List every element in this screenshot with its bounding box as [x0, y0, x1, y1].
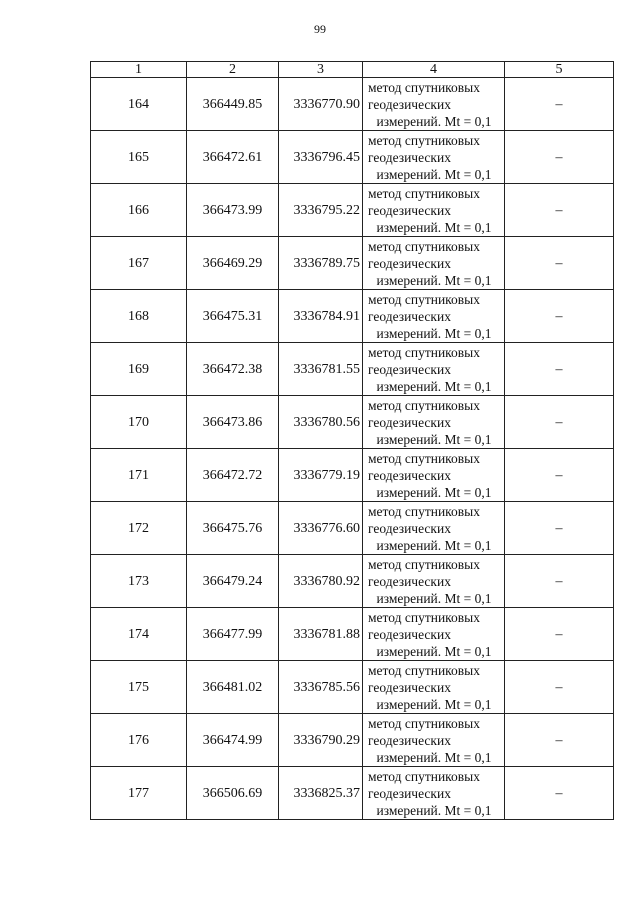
method-line: метод спутниковых [368, 397, 480, 413]
note-cell: – [505, 555, 614, 608]
table-row [91, 78, 614, 131]
method-line: измерений. Mt = 0,1 [376, 325, 492, 341]
method-line: метод спутниковых [368, 503, 480, 519]
page-number: 99 [314, 22, 326, 36]
method-line: измерений. Mt = 0,1 [376, 166, 492, 182]
method-line: метод спутниковых [368, 556, 480, 572]
method-line: метод спутниковых [368, 291, 480, 307]
table-row [91, 131, 614, 184]
note-cell: – [505, 343, 614, 396]
point-number-cell: 164 [91, 78, 187, 131]
table-row [91, 555, 614, 608]
method-cell [363, 131, 505, 184]
method-line: геодезических [368, 96, 451, 112]
method-line: геодезических [368, 361, 451, 377]
x-coordinate-cell: 366473.86 [187, 396, 279, 449]
method-cell [363, 184, 505, 237]
x-coordinate-cell: 366472.72 [187, 449, 279, 502]
y-coordinate-cell: 3336784.91 [279, 290, 363, 343]
method-line: метод спутниковых [368, 768, 480, 784]
method-line: геодезических [368, 467, 451, 483]
method-line: геодезических [368, 679, 451, 695]
method-cell [363, 343, 505, 396]
point-number-cell: 173 [91, 555, 187, 608]
table-row [91, 767, 614, 820]
method-line: метод спутниковых [368, 79, 480, 95]
method-line: измерений. Mt = 0,1 [376, 484, 492, 500]
method-cell [363, 290, 505, 343]
table-row [91, 184, 614, 237]
method-line: измерений. Mt = 0,1 [376, 378, 492, 394]
x-coordinate-cell: 366475.31 [187, 290, 279, 343]
method-line: измерений. Mt = 0,1 [376, 113, 492, 129]
note-cell: – [505, 290, 614, 343]
method-line: измерений. Mt = 0,1 [376, 749, 492, 765]
method-line: геодезических [368, 255, 451, 271]
note-cell: – [505, 661, 614, 714]
x-coordinate-cell: 366479.24 [187, 555, 279, 608]
method-line: измерений. Mt = 0,1 [376, 643, 492, 659]
y-coordinate-cell: 3336780.92 [279, 555, 363, 608]
x-coordinate-cell: 366481.02 [187, 661, 279, 714]
note-cell: – [505, 608, 614, 661]
method-line: геодезических [368, 149, 451, 165]
y-coordinate-cell: 3336795.22 [279, 184, 363, 237]
table-row [91, 608, 614, 661]
method-line: метод спутниковых [368, 715, 480, 731]
method-line: метод спутниковых [368, 450, 480, 466]
y-coordinate-cell: 3336779.19 [279, 449, 363, 502]
table-row [91, 290, 614, 343]
y-coordinate-cell: 3336776.60 [279, 502, 363, 555]
note-cell: – [505, 767, 614, 820]
coordinates-table [90, 61, 614, 820]
table-header-row [91, 62, 614, 78]
column-header-4: 4 [363, 62, 505, 78]
y-coordinate-cell: 3336781.55 [279, 343, 363, 396]
x-coordinate-cell: 366475.76 [187, 502, 279, 555]
x-coordinate-cell: 366449.85 [187, 78, 279, 131]
table-row [91, 343, 614, 396]
x-coordinate-cell: 366473.99 [187, 184, 279, 237]
y-coordinate-cell: 3336781.88 [279, 608, 363, 661]
method-line: измерений. Mt = 0,1 [376, 431, 492, 447]
point-number-cell: 177 [91, 767, 187, 820]
x-coordinate-cell: 366472.38 [187, 343, 279, 396]
method-line: метод спутниковых [368, 132, 480, 148]
method-line: измерений. Mt = 0,1 [376, 696, 492, 712]
method-line: геодезических [368, 732, 451, 748]
method-cell [363, 78, 505, 131]
y-coordinate-cell: 3336780.56 [279, 396, 363, 449]
y-coordinate-cell: 3336796.45 [279, 131, 363, 184]
method-line: измерений. Mt = 0,1 [376, 537, 492, 553]
method-line: геодезических [368, 308, 451, 324]
y-coordinate-cell: 3336770.90 [279, 78, 363, 131]
point-number-cell: 176 [91, 714, 187, 767]
x-coordinate-cell: 366474.99 [187, 714, 279, 767]
note-cell: – [505, 237, 614, 290]
method-cell [363, 714, 505, 767]
point-number-cell: 168 [91, 290, 187, 343]
method-line: измерений. Mt = 0,1 [376, 219, 492, 235]
point-number-cell: 174 [91, 608, 187, 661]
table-row [91, 449, 614, 502]
point-number-cell: 170 [91, 396, 187, 449]
y-coordinate-cell: 3336785.56 [279, 661, 363, 714]
method-cell [363, 449, 505, 502]
x-coordinate-cell: 366506.69 [187, 767, 279, 820]
table-row [91, 396, 614, 449]
y-coordinate-cell: 3336825.37 [279, 767, 363, 820]
point-number-cell: 165 [91, 131, 187, 184]
point-number-cell: 172 [91, 502, 187, 555]
point-number-cell: 166 [91, 184, 187, 237]
method-cell [363, 502, 505, 555]
column-header-2: 2 [187, 62, 279, 78]
method-line: метод спутниковых [368, 609, 480, 625]
table-row [91, 502, 614, 555]
x-coordinate-cell: 366472.61 [187, 131, 279, 184]
column-header-5: 5 [505, 62, 614, 78]
method-line: метод спутниковых [368, 344, 480, 360]
method-cell [363, 767, 505, 820]
note-cell: – [505, 714, 614, 767]
method-line: измерений. Mt = 0,1 [376, 590, 492, 606]
table-row [91, 237, 614, 290]
method-line: измерений. Mt = 0,1 [376, 272, 492, 288]
method-line: геодезических [368, 520, 451, 536]
point-number-cell: 175 [91, 661, 187, 714]
method-line: геодезических [368, 626, 451, 642]
note-cell: – [505, 449, 614, 502]
method-line: измерений. Mt = 0,1 [376, 802, 492, 818]
point-number-cell: 171 [91, 449, 187, 502]
method-cell [363, 237, 505, 290]
method-cell [363, 661, 505, 714]
method-line: геодезических [368, 785, 451, 801]
method-line: геодезических [368, 414, 451, 430]
method-line: метод спутниковых [368, 185, 480, 201]
method-line: геодезических [368, 202, 451, 218]
column-header-1: 1 [91, 62, 187, 78]
table-row [91, 661, 614, 714]
method-cell [363, 555, 505, 608]
x-coordinate-cell: 366469.29 [187, 237, 279, 290]
method-line: метод спутниковых [368, 662, 480, 678]
note-cell: – [505, 502, 614, 555]
method-line: геодезических [368, 573, 451, 589]
point-number-cell: 167 [91, 237, 187, 290]
note-cell: – [505, 184, 614, 237]
note-cell: – [505, 78, 614, 131]
note-cell: – [505, 396, 614, 449]
method-cell [363, 608, 505, 661]
method-cell [363, 396, 505, 449]
y-coordinate-cell: 3336789.75 [279, 237, 363, 290]
y-coordinate-cell: 3336790.29 [279, 714, 363, 767]
table-row [91, 714, 614, 767]
method-line: метод спутниковых [368, 238, 480, 254]
x-coordinate-cell: 366477.99 [187, 608, 279, 661]
point-number-cell: 169 [91, 343, 187, 396]
column-header-3: 3 [279, 62, 363, 78]
note-cell: – [505, 131, 614, 184]
